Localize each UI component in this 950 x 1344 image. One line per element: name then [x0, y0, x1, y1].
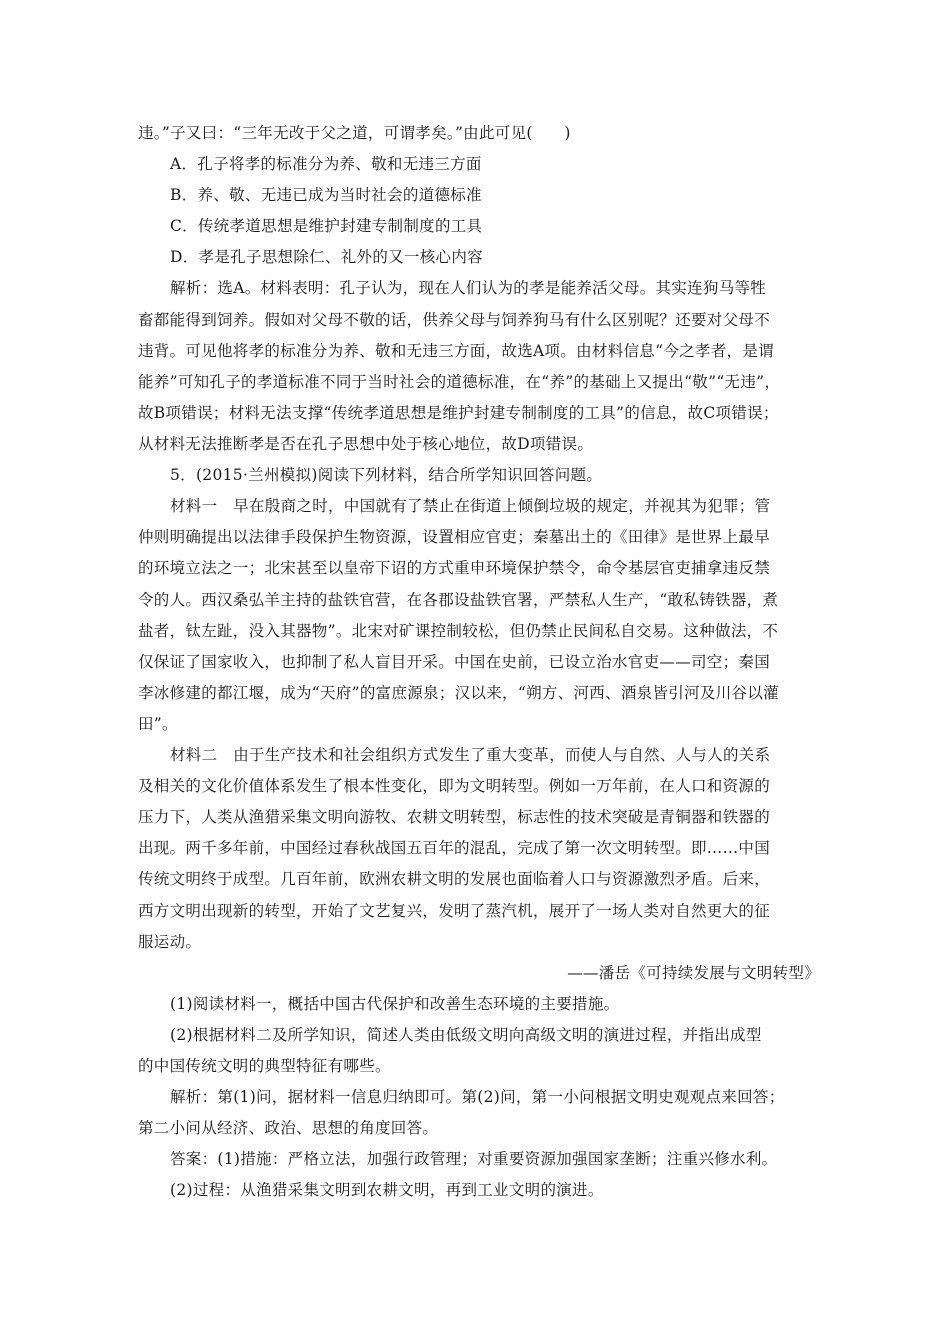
material-two-line: 材料二 由于生产技术和社会组织方式发生了重大变革，而使人与自然、人与人的关系	[170, 746, 771, 764]
material-one-line: 仅保证了国家收入，也抑制了私人盲目开采。中国在史前，已设立治水官吏——司空；秦国	[138, 653, 771, 671]
analysis-line: 从材料无法推断孝是否在孔子思想中处于核心地位，故D项错误。	[138, 435, 594, 453]
analysis-line: 第二小问从经济、政治、思想的角度回答。	[138, 1119, 439, 1137]
material-two-line: 出现。两千多年前，中国经过春秋战国五百年的混乱，完成了第一次文明转型。即……中国	[138, 839, 771, 857]
option-d: D．孝是孔子思想除仁、礼外的又一核心内容	[170, 248, 483, 266]
question-5-heading: 5．(2015·兰州模拟)阅读下列材料，结合所学知识回答问题。	[170, 466, 603, 484]
analysis-line: 解析：第(1)问，据材料一信息归纳即可。第(2)问，第一小问根据文明史观观点来回答；	[170, 1088, 785, 1106]
question-stem-end: 违。”子又曰：“三年无改于父之道，可谓孝矣。”由此可见( )	[138, 124, 571, 142]
material-one-line: 李冰修建的都江堰，成为“天府”的富庶源泉；汉以来，“朔方、河西、酒泉皆引河及川谷以灌	[138, 684, 779, 702]
analysis-line: 违背。可见他将孝的标准分为养、敬和无违三方面，故选A项。由材料信息“今之孝者，是谓	[138, 342, 774, 360]
material-one-line: 仲则明确提出以法律手段保护生物资源，设置相应官吏；秦墓出土的《田律》是世界上最早	[138, 528, 771, 546]
analysis-line: 畜都能得到饲养。假如对父母不敬的话，供养父母与饲养狗马有什么区别呢？还要对父母不	[138, 311, 771, 329]
option-b: B．养、敬、无违已成为当时社会的道德标准	[170, 186, 482, 204]
answer-line: 答案：(1)措施：严格立法，加强行政管理；对重要资源加强国家垄断；注重兴修水利。	[170, 1150, 778, 1168]
sub-question-2: 的中国传统文明的典型特征有哪些。	[138, 1057, 391, 1075]
source-citation: ——潘岳《可持续发展与文明转型》	[567, 964, 820, 982]
analysis-line: 能养”可知孔子的孝道标准不同于当时社会的道德标准，在“养”的基础上又提出“敬”“无违”，	[138, 373, 781, 391]
material-two-line: 服运动。	[138, 933, 202, 951]
material-two-line: 传统文明终于成型。几百年前，欧洲农耕文明的发展也面临着人口与资源激烈矛盾。后来，	[138, 870, 771, 888]
answer-line: (2)过程：从渔猎采集文明到农耕文明，再到工业文明的演进。	[170, 1181, 604, 1199]
material-one-line: 盐者，钛左趾，没入其器物”。北宋对矿课控制较松，但仍禁止民间私自交易。这种做法，不	[138, 622, 779, 640]
material-one-line: 令的人。西汉桑弘羊主持的盐铁官营，在各郡设盐铁官署，严禁私人生产，“敢私铸铁器，煮	[138, 591, 779, 609]
material-two-line: 压力下，人类从渔猎采集文明向游牧、农耕文明转型，标志性的技术突破是青铜器和铁器的	[138, 808, 771, 826]
material-two-line: 及相关的文化价值体系发生了根本性变化，即为文明转型。例如一万年前，在人口和资源的	[138, 777, 771, 795]
option-a: A．孔子将孝的标准分为养、敬和无违三方面	[170, 155, 482, 173]
material-one-line: 的环境立法之一；北宋甚至以皇帝下诏的方式重申环境保护禁令，命令基层官吏捕拿违反禁	[138, 559, 771, 577]
analysis-line: 解析：选A。材料表明：孔子认为，现在人们认为的孝是能养活父母。其实连狗马等牲	[170, 279, 767, 297]
material-one-line: 材料一 早在殷商之时，中国就有了禁止在街道上倾倒垃圾的规定，并视其为犯罪；管	[170, 497, 771, 515]
analysis-line: 故B项错误；材料无法支撑“传统孝道思想是维护封建专制制度的工具”的信息，故C项错误；	[138, 404, 779, 422]
material-two-line: 西方文明出现新的转型，开始了文艺复兴，发明了蒸汽机，展开了一场人类对自然更大的征	[138, 902, 771, 920]
option-c: C．传统孝道思想是维护封建专制制度的工具	[170, 217, 483, 235]
material-one-line: 田”。	[138, 715, 178, 733]
sub-question-2: (2)根据材料二及所学知识，简述人类由低级文明向高级文明的演进过程，并指出成型	[170, 1026, 762, 1044]
sub-question-1: (1)阅读材料一，概括中国古代保护和改善生态环境的主要措施。	[170, 995, 620, 1013]
